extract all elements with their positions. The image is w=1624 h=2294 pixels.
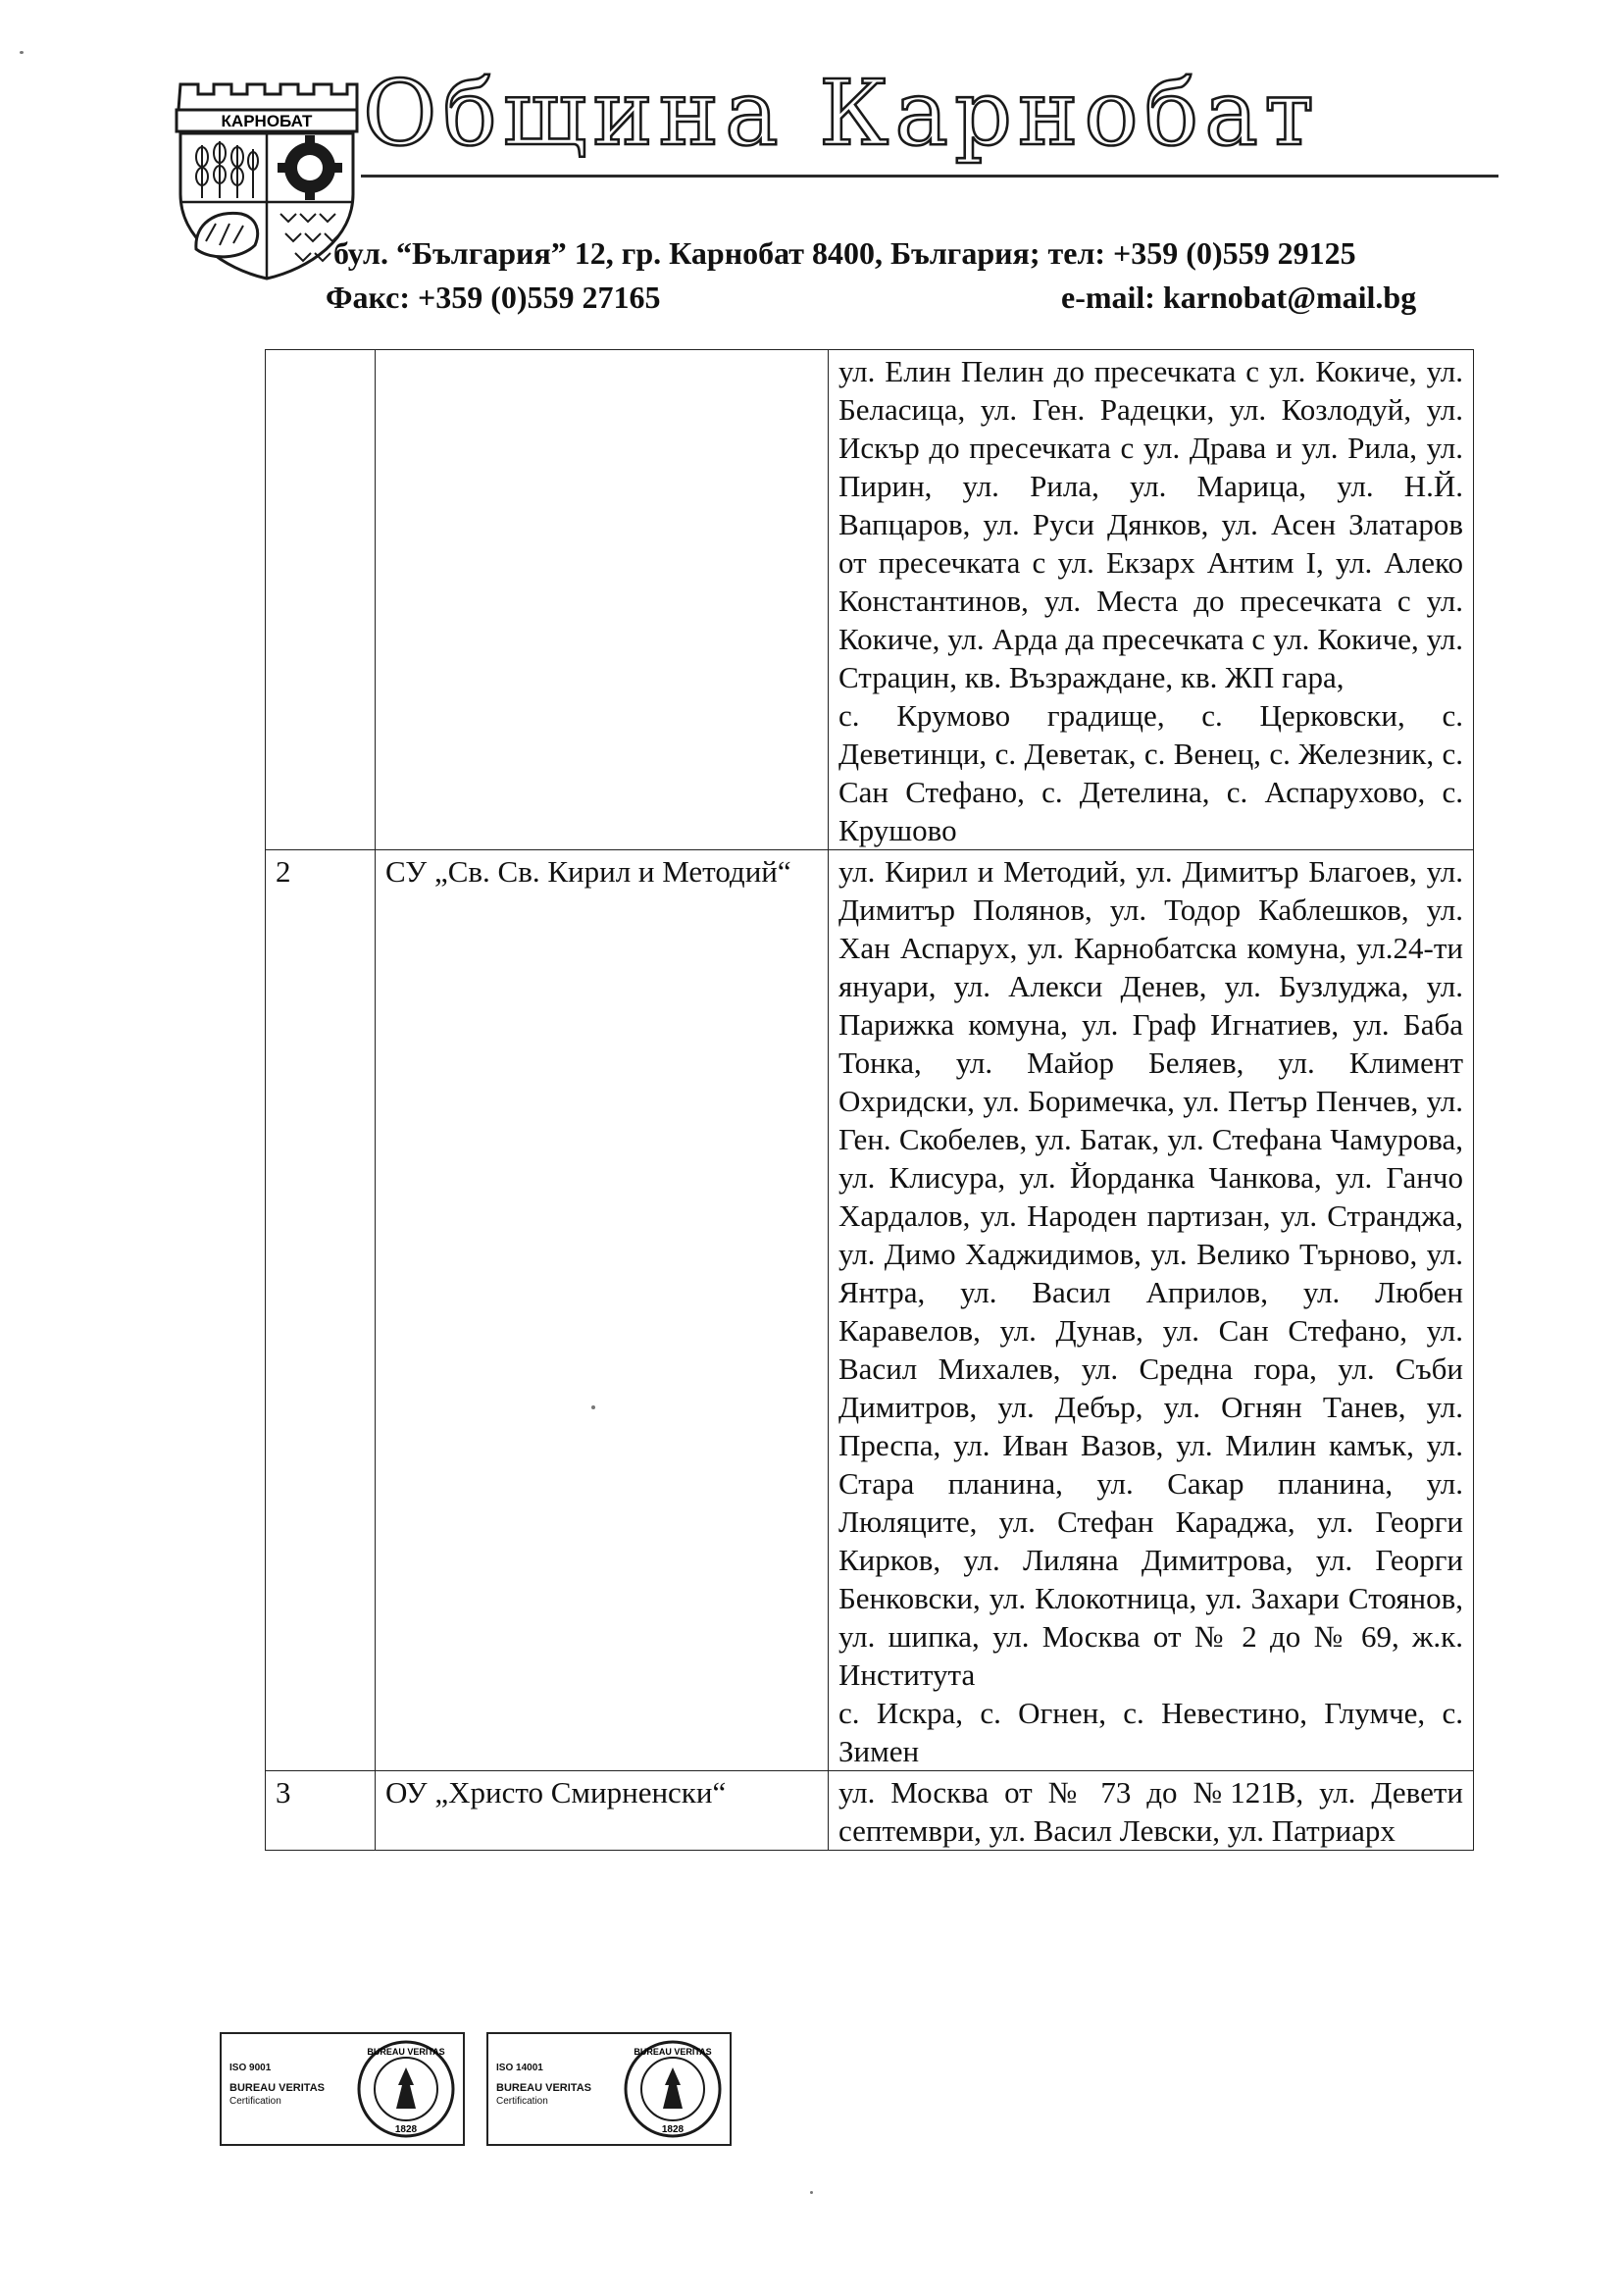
scan-speck <box>591 1405 595 1409</box>
email-line: e-mail: karnobat@mail.bg <box>1061 280 1417 315</box>
cert-body: BUREAU VERITAS <box>496 2082 591 2094</box>
row-number: 2 <box>266 850 376 1771</box>
streets-cell <box>829 1771 1474 1851</box>
cert-label: Certification <box>229 2096 281 2107</box>
school-name: ОУ „Христо Смирненски“ <box>376 1771 829 1851</box>
scan-speck <box>810 2191 813 2194</box>
iso-9001-certificate <box>220 2032 465 2146</box>
cert-standard: ISO 14001 <box>496 2063 543 2073</box>
streets-cell <box>829 350 1474 850</box>
villages-list: с. Крумово градище, с. Церковски, с. Деветинци, с. Деветак, с. Венец, с. Железник, с. Сан Стефано, с. Детелина, с. Аспарухово, с. Крушово <box>838 698 1463 847</box>
fax-line: Факс: +359 (0)559 27165 <box>326 280 661 315</box>
school-name: СУ „Св. Св. Кирил и Методий“ <box>376 850 829 1771</box>
streets-list: ул. Кирил и Методий, ул. Димитър Благоев, ул. Димитър Полянов, ул. Тодор Каблешков, ул. Хан Аспарух, ул. Карнобатска комуна, ул.24-ти януари, ул. Алекси Денев, ул. Бузлуджа, ул. Парижка комуна, ул. Граф Игнатиев, ул. Баба Тонка, ул. Майор Беляев, ул. Климент Охридски, ул. Боримечка, ул. Петър Пенчев, ул. Ген. Скобелев, ул. Батак, ул. Стефана Чамурова, ул. Клисура, ул. Йорданка Чанкова, ул. Ганчо Хардалов, ул. Народен партизан, ул. Странджа, ул. Димо Хаджидимов, ул. Велико Търново, ул. Янтра, ул. Васил Априлов, ул. Любен Каравелов, ул. Дунав, ул. Сан Стефано, ул. Васил Михалев, ул. Средна гора, ул. Съби Димитров, ул. Дебър, ул. Огнян Танев, ул. Преспа, ул. Иван Вазов, ул. Милин камък, ул. Стара планина, ул. Сакар планина, ул. Люляците, ул. Стефан Караджа, ул. Георги Кирков, ул. Лиляна Димитрова, ул. Георги Бенковски, ул. Клокотница, ул. Захари Стоянов, ул. шипка, ул. Москва от № 2 до № 69, ж.к. Института <box>838 854 1463 1692</box>
seal-text: BUREAU VERITAS <box>634 2047 712 2057</box>
letterhead <box>0 0 1624 333</box>
certification-footer <box>220 2032 730 2150</box>
table-row <box>266 1771 1474 1851</box>
crest-label: КАРНОБАТ <box>221 112 313 130</box>
row-number <box>266 350 376 850</box>
scan-speck <box>20 51 24 54</box>
school-districts-table <box>265 349 1474 1851</box>
title-underline <box>361 175 1498 178</box>
streets-list: ул. Елин Пелин до пресечката с ул. Кокиче, ул. Беласица, ул. Ген. Радецки, ул. Козлодуй, ул. Искър до пресечката с ул. Драва и ул. Рила, ул. Пирин, ул. Рила, ул. Марица, ул. Н.Й. Вапцаров, ул. Руси Дянков, ул. Асен Златаров от пресечката с ул. Екзарх Антим I, ул. Алеко Константинов, ул. Места до пресечката с ул. Кокиче, ул. Арда да пресечката с ул. Кокиче, ул. Страцин, кв. Възраждане, кв. ЖП гара, <box>838 354 1463 694</box>
seal-year: 1828 <box>661 2124 685 2135</box>
iso-14001-certificate <box>486 2032 732 2146</box>
cert-standard: ISO 9001 <box>229 2063 272 2073</box>
seal-text: BUREAU VERITAS <box>367 2047 445 2057</box>
municipality-title: Община Карнобат <box>363 61 1320 166</box>
certification-seal-icon <box>355 2038 457 2140</box>
cert-body: BUREAU VERITAS <box>229 2082 325 2094</box>
seal-year: 1828 <box>394 2124 418 2135</box>
cert-label: Certification <box>496 2096 548 2107</box>
address-line: бул. “България” 12, гр. Карнобат 8400, България; тел: +359 (0)559 29125 <box>333 235 1356 271</box>
certification-seal-icon <box>622 2038 724 2140</box>
table-row <box>266 350 1474 850</box>
row-number: 3 <box>266 1771 376 1851</box>
school-name <box>376 350 829 850</box>
villages-list: с. Искра, с. Огнен, с. Невестино, Глумче, с. Зимен <box>838 1696 1463 1768</box>
municipal-crest-icon <box>173 76 359 282</box>
streets-list: ул. Москва от № 73 до №121В, ул. Девети септември, ул. Васил Левски, ул. Патриарх <box>838 1775 1463 1848</box>
table-row <box>266 850 1474 1771</box>
streets-cell <box>829 850 1474 1771</box>
